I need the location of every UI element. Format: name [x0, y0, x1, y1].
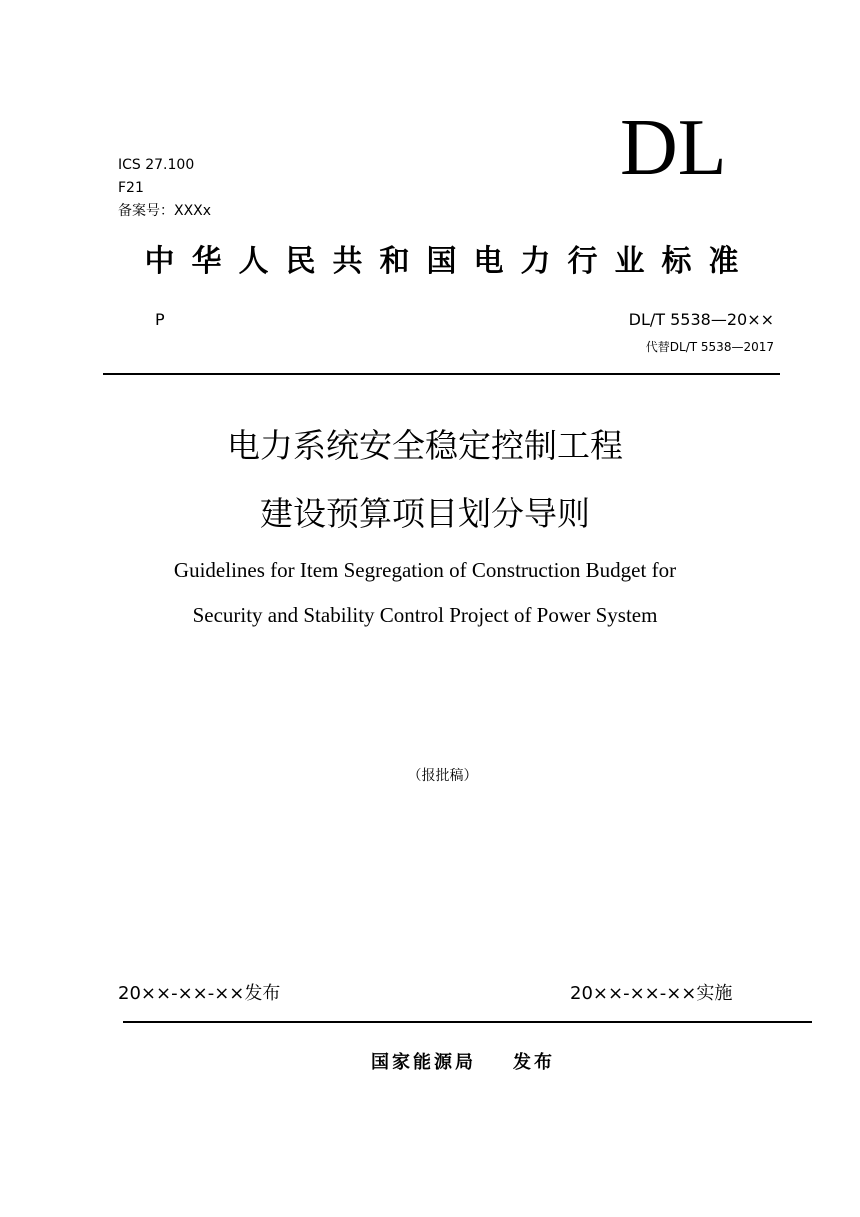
classification-code: F21 [118, 180, 144, 196]
ics-code: ICS 27.100 [118, 157, 195, 173]
chinese-title-line-1: 电力系统安全稳定控制工程 [227, 426, 623, 465]
english-title-line-1: Guidelines for Item Segregation of Construction Budget for [173, 558, 677, 582]
chinese-title-line-2: 建设预算项目划分导则 [260, 494, 590, 533]
bottom-divider [123, 1021, 812, 1023]
publisher-name: 国家能源局 [371, 1052, 476, 1073]
top-divider [103, 373, 780, 375]
english-title-line-2: Security and Stability Control Project of Power System [192, 603, 658, 627]
dl-logo-mark: DL [620, 104, 727, 192]
p-mark: P [155, 310, 165, 329]
replaces-standard: 代替DL/T 5538—2017 [645, 340, 774, 354]
standard-heading: 中华人民共和国电力行业标准 [144, 244, 756, 279]
standard-number: DL/T 5538—20×× [628, 310, 774, 329]
draft-status: （报批稿） [407, 768, 478, 784]
publish-action: 发布 [513, 1052, 555, 1073]
implementation-date: 20××-××-××实施 [570, 983, 733, 1004]
issue-date: 20××-××-××发布 [118, 983, 281, 1004]
record-number: 备案号：XXXx [118, 203, 212, 219]
